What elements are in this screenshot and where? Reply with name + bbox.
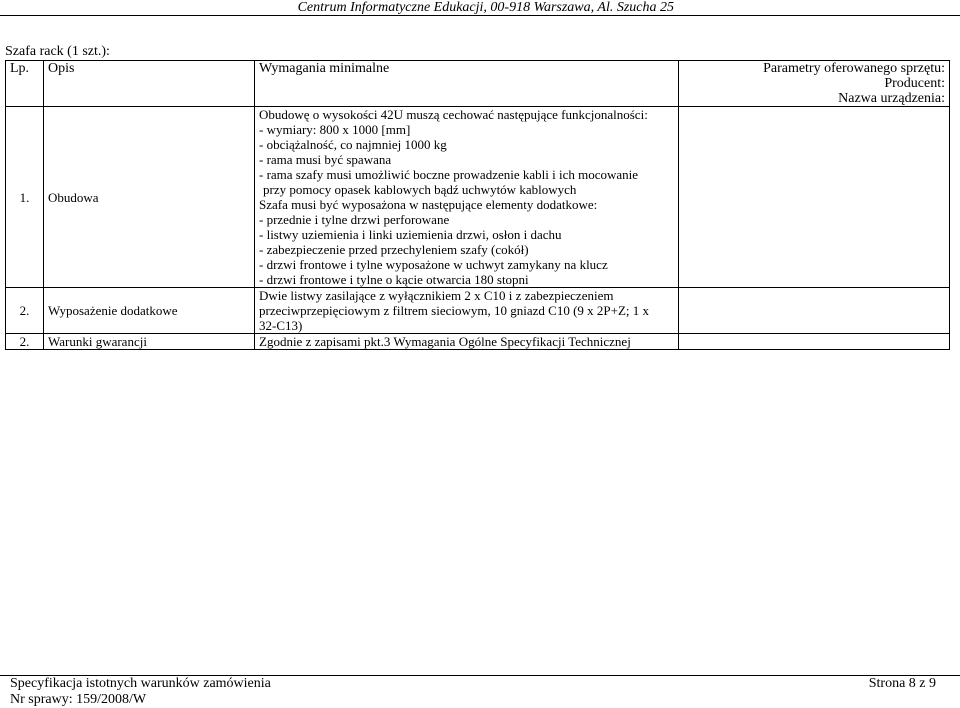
footer-left: [10, 676, 271, 708]
table-header-row: [6, 61, 950, 107]
row-params: [679, 288, 950, 334]
requirement-line: - rama szafy musi umożliwić boczne prowadzenie kabli i ich mocowanie: [259, 167, 639, 182]
row-requirements: [255, 107, 679, 288]
requirement-line: - listwy uziemienia i linki uziemienia drzwi, osłon i dachu: [259, 227, 562, 242]
table-row: [6, 334, 950, 350]
requirement-line: - drzwi frontowe i tylne o kącie otwarcia 180 stopni: [259, 272, 529, 287]
requirement-line: 32-C13): [259, 318, 303, 333]
row-params: [679, 107, 950, 288]
requirement-line: Zgodnie z zapisami pkt.3 Wymagania Ogólne Specyfikacji Technicznej: [259, 334, 631, 349]
params-header-line: Parametry oferowanego sprzętu:: [763, 61, 945, 76]
column-header-parametry: [679, 61, 950, 107]
page-number: Strona 8 z 9: [868, 676, 936, 691]
requirement-line: Obudowę o wysokości 42U muszą cechować następujące funkcjonalności:: [259, 107, 648, 122]
row-number: 2.: [6, 288, 44, 334]
column-header-lp: Lp.: [6, 61, 44, 107]
requirement-line: - drzwi frontowe i tylne wyposażone w uchwyt zamykany na klucz: [259, 257, 608, 272]
header-divider: [0, 15, 960, 16]
requirement-line: - przednie i tylne drzwi perforowane: [259, 212, 450, 227]
params-header-line: Nazwa urządzenia:: [838, 91, 945, 106]
row-number: 2.: [6, 334, 44, 350]
row-requirements: [255, 288, 679, 334]
footer-case-number: Nr sprawy: 159/2008/W: [10, 692, 147, 707]
requirement-line: przy pomocy opasek kablowych bądź uchwytów kablowych: [263, 182, 577, 197]
section-title: Szafa rack (1 szt.):: [5, 44, 110, 59]
table-row: [6, 107, 950, 288]
footer-spec-title: Specyfikacja istotnych warunków zamówienia: [10, 676, 271, 691]
row-description: Obudowa: [44, 107, 255, 288]
requirement-line: - zabezpieczenie przed przechyleniem szafy (cokół): [259, 242, 529, 257]
requirement-line: - obciążalność, co najmniej 1000 kg: [259, 137, 447, 152]
requirement-line: Szafa musi być wyposażona w następujące elementy dodatkowe:: [259, 197, 598, 212]
page-header: Centrum Informatyczne Edukacji, 00-918 Warszawa, Al. Szucha 25: [297, 0, 674, 15]
table-row: [6, 288, 950, 334]
requirement-line: przeciwprzepięciowym z filtrem sieciowym, 10 gniazd C10 (9 x 2P+Z; 1 x: [259, 303, 650, 318]
row-description: Warunki gwarancji: [44, 334, 255, 350]
row-params: [679, 334, 950, 350]
column-header-opis: Opis: [44, 61, 255, 107]
column-header-wymagania: Wymagania minimalne: [255, 61, 679, 107]
row-description: Wyposażenie dodatkowe: [44, 288, 255, 334]
params-header-line: Producent:: [884, 76, 945, 91]
requirement-line: Dwie listwy zasilające z wyłącznikiem 2 x C10 i z zabezpieczeniem: [259, 288, 614, 303]
requirement-line: - wymiary: 800 x 1000 [mm]: [259, 122, 411, 137]
requirements-table: [5, 60, 950, 350]
row-number: 1.: [6, 107, 44, 288]
requirement-line: - rama musi być spawana: [259, 152, 392, 167]
row-requirements: [255, 334, 679, 350]
